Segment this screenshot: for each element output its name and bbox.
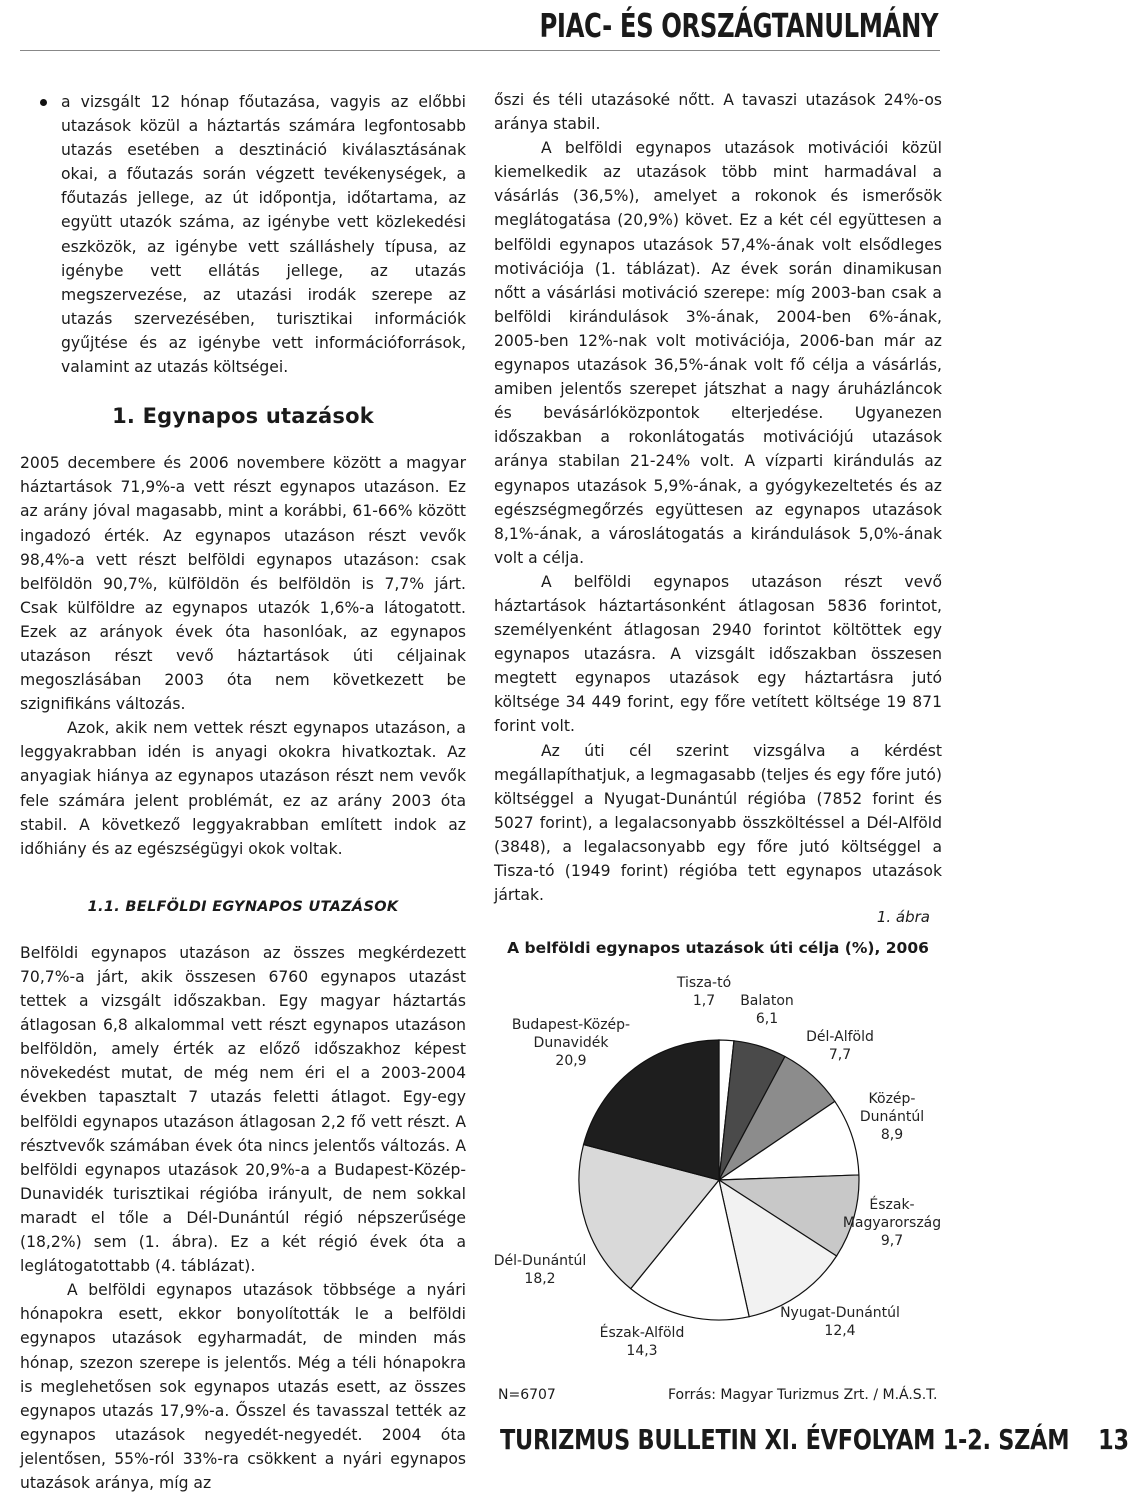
pie-label [490,1252,590,1288]
pie-label [732,992,802,1028]
pie-label-name: Közép- Dunántúl [859,1091,925,1125]
running-header-title: PIAC- ÉS ORSZÁGTANULMÁNY [539,6,938,45]
pie-label [800,1028,880,1064]
pie-label-name: Dél-Dunántúl [493,1253,587,1269]
left-column [20,90,466,1495]
sample-size: N=6707 [498,1387,556,1403]
section-title: 1. Egynapos utazások [112,404,374,429]
pie-label-value: 18,2 [524,1271,556,1287]
pie-label-value: 20,9 [555,1053,587,1069]
figure-title: A belföldi egynapos utazások úti célja (%), 2006 [507,939,929,957]
pie-label [842,1196,942,1250]
pie-label [506,1016,636,1070]
publication-name: TURIZMUS BULLETIN XI. ÉVFOLYAM 1-2. SZÁM [500,1423,1070,1456]
pie-label-value: 8,9 [880,1127,904,1143]
paragraph: A belföldi egynapos utazások motivációi közül kiemelkedik az utazások több mint harmadával a vásárlás (36,5%), amelyet a rokonok és ismerősök meglátogatása (20,9%) követ. Ez a két cél együttesen a belföldi egynapos utazások 57,4%-ának volt elsődleges motivációja (1. táblázat). Az évek során dinamikusan nőtt a vásárlási motiváció szerepe: míg 2003-ban csak a belföldi kirándulások 3%-ának, 2004-ben 6%-ának, 2005-ben 12%-nak volt motivációja, 2006-ban már az egynapos utazások 36,5%-ának volt fő célja a vásárlás, amiben jelentős szerepet játszhat a nagy áruházláncok és bevásárlóközpontok elterjedése. Ugyanezen időszakban a rokonlátogatás motivációjú utazások aránya stabilan 21-24% volt. A vízparti kirándulás az egynapos utazások 5,9%-ának, a gyógykezeltetés és az egészségmegőrzés együttesen az egynapos utazások 8,1%-ának, a városlátogatás a kirándulások 5,0%-ának volt a célja. [494,139,942,567]
header-rule [20,50,940,51]
pie-label-name: Budapest-Közép- Dunavidék [511,1017,631,1051]
pie-label [592,1324,692,1360]
paragraph: Azok, akik nem vettek részt egynapos utazáson, a leggyakrabban idén is anyagi okokra hivatkoztak. Az anyagiak hiánya az egynapos utazáson részt nem vevők fele számára jelent problémát, ez az arány 2003 óta stabil. A következő leggyakrabban említett indok az időhiány és az egészségügyi okok voltak. [20,719,466,858]
bullet-paragraph: a vizsgált 12 hónap főutazása, vagyis az előbbi utazások közül a háztartás számára legfontosabb utazás esetében a desztináció kiválasztásának okai, a főutazás során végzett tevékenységek, a főutazás jellege, az út időpontja, időtartama, az együtt utazók száma, az igénybe vett közlekedési eszközök, az igénybe vett szálláshely típusa, az igénybe vett ellátás jellege, az utazás megszervezése, az utazási irodák szerepe az utazás szervezésében, turisztikai információk gyűjtése és az igénybe vett információforrások, valamint az utazás költségei. [20,90,466,379]
pie-label-name: Balaton [740,993,794,1009]
pie-chart [494,970,944,1385]
pie-label-name: Észak-Alföld [599,1325,685,1341]
pie-label-value: 12,4 [824,1323,856,1339]
figure-source: Forrás: Magyar Turizmus Zrt. / M.Á.S.T. [668,1387,938,1403]
paragraph: A belföldi egynapos utazások többsége a nyári hónapokra esett, ekkor bonyolították le a belföldi egynapos utazások egyharmadát, de minden más hónap, szezon szerepe is jelentős. Még a téli hónapokra is meglehetősen sok egynapos utazás esett, az összes egynapos utazás 17,9%-a. Ősszel és tavasszal tették az egynapos utazások negyedét-negyedét. 2004 óta jelentősen, 55%-ról 33%-ra csökkent a nyári egynapos utazások aránya, míg az [20,1281,466,1492]
subsection-title: 1.1. BELFÖLDI EGYNAPOS UTAZÁSOK [87,898,399,915]
paragraph: 2005 decembere és 2006 novembere között a magyar háztartások 71,9%-a vett részt egynapos utazáson. Ez az arány jóval magasabb, mint a korábbi, 61-66% között ingadozó érték. Az egynapos utazáson részt vevők 98,4%-a vett részt belföldi egynapos utazáson: csak belföldön 90,7%, külföldön és belföldön is 7,7% járt. Csak külföldre az egynapos utazók 1,6%-a látogatott. Ezek az arányok évek óta hasonlóak, az egynapos utazáson részt vevő háztartások úti céljainak megoszlásában 2003 óta nem következett be szignifikáns változás. [20,454,466,714]
pie-label [780,1304,900,1340]
pie-label-name: Dél-Alföld [806,1029,874,1045]
figure-number: 1. ábra [876,908,930,926]
page-number: 13 [1098,1423,1129,1456]
paragraph: Belföldi egynapos utazáson az összes megkérdezett 70,7%-a járt, akik összesen 6760 egynapos utazást tettek a vizsgált időszakban. Egy magyar háztartás átlagosan 6,8 alkalommal vett részt egynapos utazáson belföldön, amely érték az előző időszakhoz képest növekedést mutat, de még nem éri el a 2003-2004 években tapasztalt 7 utazás feletti átlagot. Egy-egy belföldi egynapos utazáson átlagosan 2,2 fő vett részt. A résztvevők számában évek óta nincs jelentős változás. A belföldi egynapos utazások 20,9%-a a Budapest-Közép-Dunavidék turisztikai régióba irányult, de nem sokkal maradt el tőle a Dél-Dunántúl régió népszerűsége (18,2%) sem (1. ábra). Ez a két régió évek óta a leglátogatottabb (4. táblázat). [20,943,466,1276]
paragraph: A belföldi egynapos utazáson részt vevő háztartások háztartásonként átlagosan 5836 forintot, személyenként átlagosan 2940 forintot költöttek egy egynapos utazásra. A vizsgált időszakban összesen megtett egynapos utazások egy háztartásra jutó költsége 34 449 forint, egy főre vetített költsége 19 871 forint volt. [494,572,942,736]
pie-label-name: Nyugat-Dunántúl [780,1305,900,1321]
pie-label-value: 6,1 [755,1011,779,1027]
pie-label [852,1090,932,1144]
paragraph: őszi és téli utazásoké nőtt. A tavaszi utazások 24%-os aránya stabil. [494,91,942,134]
pie-label-value: 14,3 [626,1343,658,1359]
pie-label-name: Tisza-tó [676,975,732,991]
pie-label-value: 7,7 [828,1047,852,1063]
pie-label-name: Észak- Magyarország [842,1197,942,1231]
page-footer [500,1423,1129,1456]
paragraph: Az úti cél szerint vizsgálva a kérdést megállapíthatjuk, a legmagasabb (teljes és egy főre jutó) költséggel a Nyugat-Dunántúl régióba (7852 forint és 5027 forint), a legalacsonyabb összköltéssel a Dél-Alföld (3848), a legalacsonyabb egy főre jutó költséggel a Tisza-tó (1949 forint) régióba tett egynapos utazások jártak. [494,741,942,905]
right-column [494,88,942,907]
pie-label-value: 1,7 [692,993,716,1009]
pie-label-value: 9,7 [880,1233,904,1249]
